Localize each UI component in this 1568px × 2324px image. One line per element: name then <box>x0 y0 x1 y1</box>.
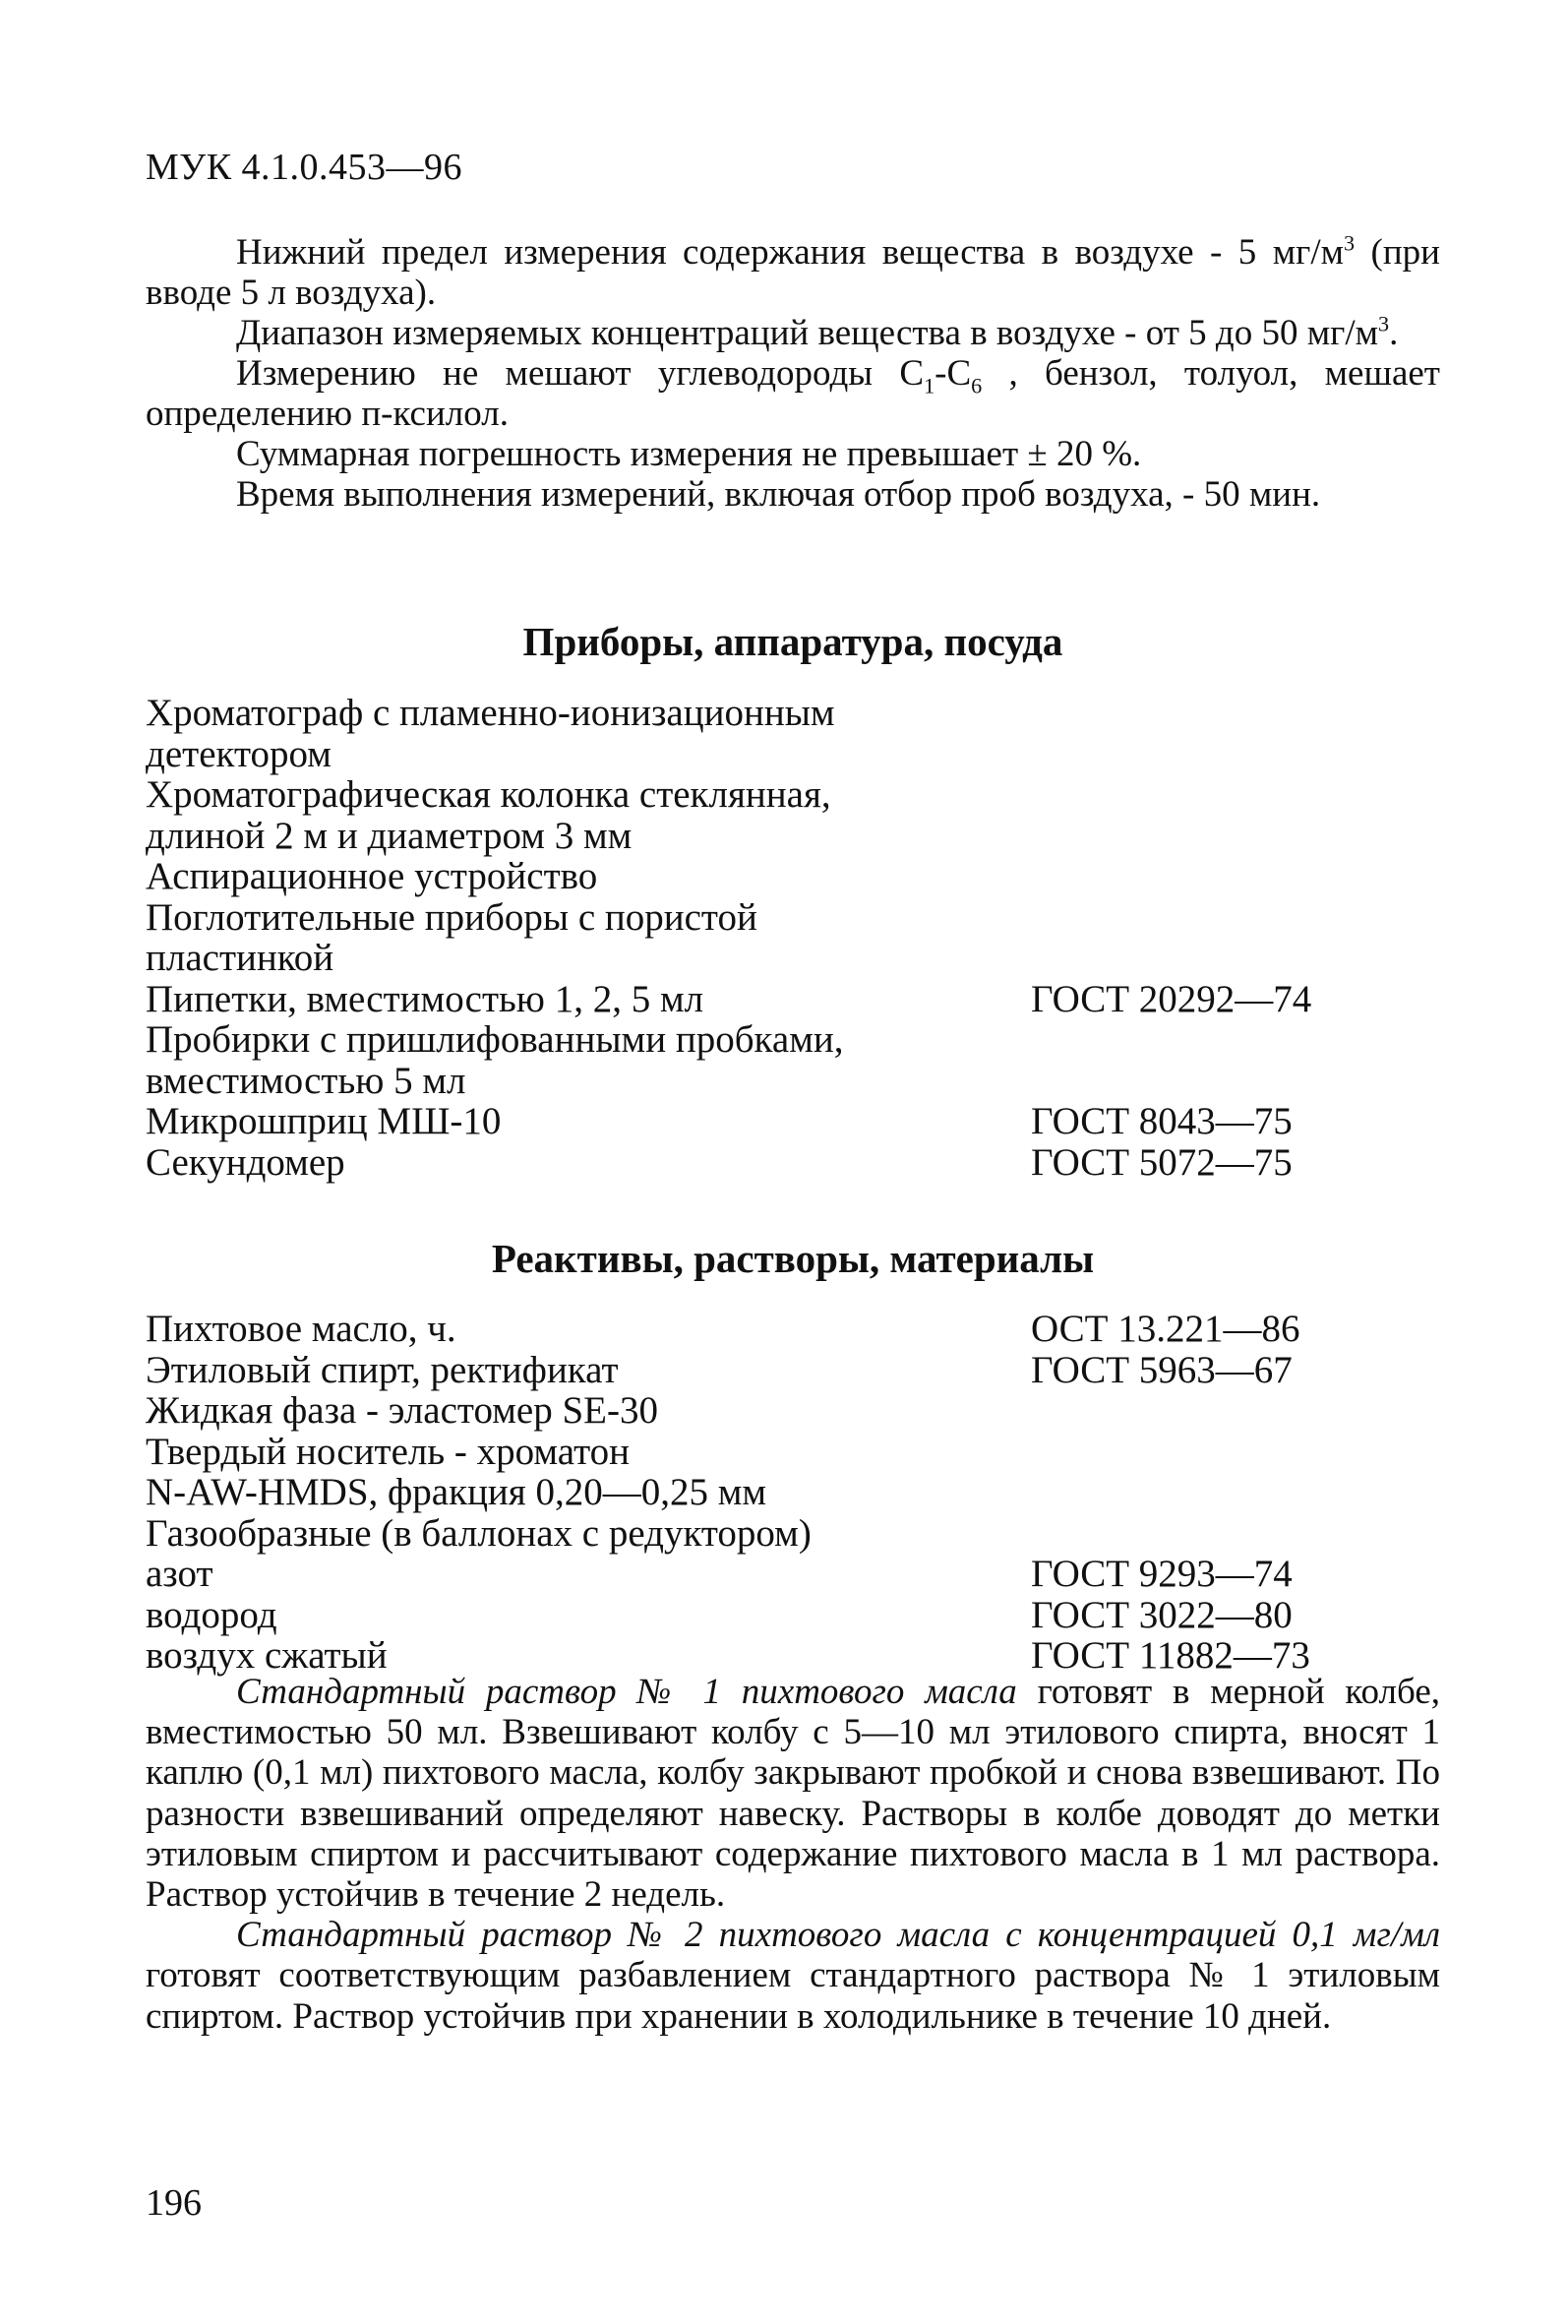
paragraph-time: Время выполнения измерений, включая отбор проб воздуха, - 50 мин. <box>236 474 1321 515</box>
list-item: детектором <box>146 732 332 775</box>
list-item: воздух сжатый ГОСТ 11882—73 <box>146 1634 1310 1677</box>
list-item: Газообразные (в баллонах с редуктором) <box>146 1511 812 1555</box>
list-item: вместимостью 5 мл <box>146 1059 466 1102</box>
list-item: Секундомер ГОСТ 5072—75 <box>146 1140 1293 1184</box>
superscript: 3 <box>1344 230 1356 256</box>
list-item: пластинкой <box>146 937 334 979</box>
list-item: Поглотительные приборы с пористой <box>146 895 757 939</box>
list-item: Хроматографическая колонка стеклянная, <box>146 773 831 816</box>
list-item: Микрошприц МШ-10 ГОСТ 8043—75 <box>146 1100 1293 1142</box>
paragraph-standard-solution-2: Стандартный раствор № 2 пихтового масла с концентрацией 0,1 мг/мл готовят соответствующим разбавлением стандартного раствора № 1 этиловым спиртом. Раствор устойчив при хранении в холодильнике в течение 10 дней. <box>146 1915 1440 2037</box>
list-item: Этиловый спирт, ректификат ГОСТ 5963—67 <box>146 1348 1293 1391</box>
subscript: 6 <box>971 373 983 398</box>
section-heading-equipment: Приборы, аппаратура, посуда <box>522 619 1063 664</box>
paragraph-standard-solution-1: Стандартный раствор № 1 пихтового масла готовят в мерной колбе, вместимостью 50 мл. Взвешивают колбу с 5—10 мл этилового спирта, вносят 1 каплю (0,1 мл) пихтового масла, колбу закрывают пробкой и снова взвешивают. По разности взвешиваний определяют навеску. Растворы в колбе доводят до метки этиловым спиртом и рассчитывают содержание пихтового масла в 1 мл раствора. Раствор устойчив в течение 2 недель. <box>146 1672 1440 1916</box>
equipment-list <box>146 693 1326 1183</box>
list-item: водород ГОСТ 3022—80 <box>146 1593 1293 1636</box>
list-item: Пихтовое масло, ч. ОСТ 13.221—86 <box>146 1308 1300 1350</box>
body-text <box>146 1672 1440 2037</box>
list-item: Аспирационное устройство <box>146 855 598 897</box>
paragraph-range: Диапазон измеряемых концентраций вещества в воздухе - от 5 до 50 $мг/м^3$. <box>236 311 1399 353</box>
page-number: 196 <box>146 2182 202 2224</box>
list-item: азот ГОСТ 9293—74 <box>146 1553 1293 1595</box>
list-item: Твердый носитель - хроматон <box>146 1430 631 1473</box>
list-item: Пробирки с пришлифованными пробками, <box>146 1018 844 1061</box>
subscript: 1 <box>924 373 935 398</box>
list-item: Пипетки, вместимостью 1, 2, 5 мл ГОСТ 20292—74 <box>146 977 1312 1020</box>
paragraph-error: Суммарная погрешность измерения не превышает ± 20 %. <box>236 434 1142 474</box>
list-item: Хроматограф с пламенно-ионизационным <box>146 692 835 734</box>
reagents-list <box>146 1309 1326 1677</box>
list-item: N-AW-HMDS, фракция 0,20—0,25 мм <box>146 1471 767 1513</box>
paragraph-interference: Измерению не мешают углеводороды $С_1-С_6$ , бензол, толуол, мешает определению п-ксилол. <box>146 353 1440 434</box>
document-code: МУК 4.1.0.453—96 <box>146 147 463 188</box>
superscript: 3 <box>1378 311 1390 336</box>
section-heading-reagents: Реактивы, растворы, материалы <box>491 1236 1095 1281</box>
intro-block <box>146 232 1440 515</box>
paragraph-lower-limit: Нижний предел измерения содержания вещества в воздухе - 5 $мг/м^3$ (при вводе 5 л воздуха). <box>146 230 1440 313</box>
list-item: Жидкая фаза - эластомер SE-30 <box>146 1389 658 1432</box>
list-item: длиной 2 м и диаметром 3 мм <box>146 814 633 857</box>
